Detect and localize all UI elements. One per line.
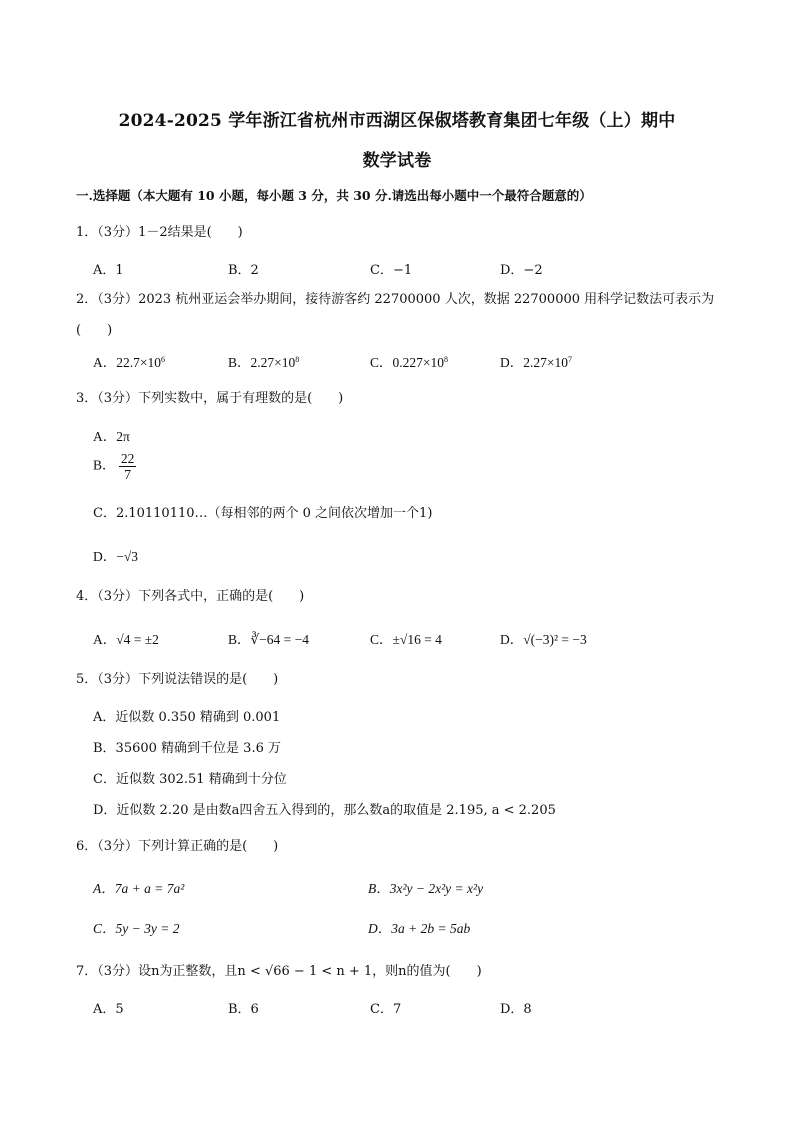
option-b: B．6 <box>228 1002 259 1017</box>
option-d-base: D．2.27×10 <box>500 355 568 370</box>
question-number: 6． <box>76 839 98 854</box>
option-d: D．√(−3)² = −3 <box>500 632 587 647</box>
option-a <box>93 351 165 371</box>
question-3 <box>76 387 343 406</box>
question-5 <box>76 668 278 687</box>
option-d-exponent: 7 <box>568 355 572 364</box>
option-a: A．1 <box>93 263 124 278</box>
question-text: 下列说法错误的是( ) <box>138 672 279 687</box>
question-score: （3分） <box>97 964 139 979</box>
question-number: 5． <box>76 672 98 687</box>
question-score: （3分） <box>97 589 139 604</box>
question-score: （3分） <box>97 292 139 307</box>
option-c: C．2.10110110…（每相邻的两个 0 之间依次增加一个1) <box>93 506 433 521</box>
option-b: B．3x²y − 2x²y = x²y <box>368 881 484 896</box>
option-b: B．35600 精确到千位是 3.6 万 <box>93 741 281 756</box>
question-6 <box>76 835 278 854</box>
option-c: C．近似数 302.51 精确到十分位 <box>93 772 287 787</box>
fraction-numerator: 22 <box>120 451 135 466</box>
question-1 <box>76 221 243 240</box>
question-text: 下列各式中，正确的是( ) <box>138 589 305 604</box>
exam-title-line2: 数学试卷 <box>362 151 432 171</box>
question-text: 2023 杭州亚运会举办期间，接待游客约 22700000 人次，数据 22700000 用科学记数法可表示为( ) <box>76 292 715 338</box>
option-d: D．3a + 2b = 5ab <box>368 921 471 936</box>
question-score: （3分） <box>97 391 139 406</box>
option-b-label: B． <box>93 457 116 473</box>
option-c: C．−1 <box>370 263 413 278</box>
question-score: （3分） <box>97 672 139 687</box>
question-score: （3分） <box>97 839 139 854</box>
question-number: 4． <box>76 589 98 604</box>
question-number: 3． <box>76 391 98 406</box>
exam-title-line1: 2024-2025 学年浙江省杭州市西湖区保俶塔教育集团七年级（上）期中 <box>118 111 676 131</box>
option-c: C．7 <box>370 1002 402 1017</box>
question-text: 1－2结果是( ) <box>138 225 243 240</box>
option-d: D．近似数 2.20 是由数a四舍五入得到的，那么数a的取值是 2.195, a < 2.205 <box>93 803 556 818</box>
option-a: A．5 <box>93 1002 124 1017</box>
option-d: D．8 <box>500 1002 532 1017</box>
option-a: A．√4 = ±2 <box>93 632 159 647</box>
question-text: 下列实数中，属于有理数的是( ) <box>138 391 344 406</box>
option-c-exponent: 8 <box>444 355 448 364</box>
option-b: B．∛−64 = −4 <box>228 632 309 647</box>
fraction-denominator: 7 <box>124 467 132 482</box>
option-c <box>370 351 448 371</box>
option-a-base: A．22.7×10 <box>93 355 161 370</box>
option-a: A．2π <box>93 429 130 444</box>
option-a: A．7a + a = 7a² <box>93 881 185 896</box>
option-b-base: B．2.27×10 <box>228 355 296 370</box>
option-b <box>93 451 136 482</box>
question-number: 2． <box>76 292 98 307</box>
option-b-exponent: 8 <box>295 355 300 364</box>
question-score: （3分） <box>97 225 139 240</box>
question-2 <box>76 284 726 346</box>
question-number: 7． <box>76 964 98 979</box>
option-a: A．近似数 0.350 精确到 0.001 <box>93 710 281 725</box>
option-b: B．2 <box>228 263 259 278</box>
option-b <box>228 351 299 371</box>
fraction <box>119 451 137 482</box>
question-text: 设n为正整数，且n < √66 − 1 < n + 1，则n的值为( ) <box>138 964 482 979</box>
question-7 <box>76 960 482 979</box>
question-4 <box>76 585 304 604</box>
question-text: 下列计算正确的是( ) <box>138 839 279 854</box>
option-c: C．5y − 3y = 2 <box>93 921 180 936</box>
option-d: D．−2 <box>500 263 543 278</box>
option-d: D．−√3 <box>93 549 139 564</box>
option-c-base: C．0.227×10 <box>370 355 444 370</box>
option-a-exponent: 6 <box>161 355 165 364</box>
question-number: 1． <box>76 225 98 240</box>
section-heading: 一.选择题（本大题有 10 小题，每小题 3 分，共 30 分.请选出每小题中一个最符合题意的） <box>76 188 592 203</box>
option-d <box>500 351 572 371</box>
option-c: C．±√16 = 4 <box>370 632 442 647</box>
